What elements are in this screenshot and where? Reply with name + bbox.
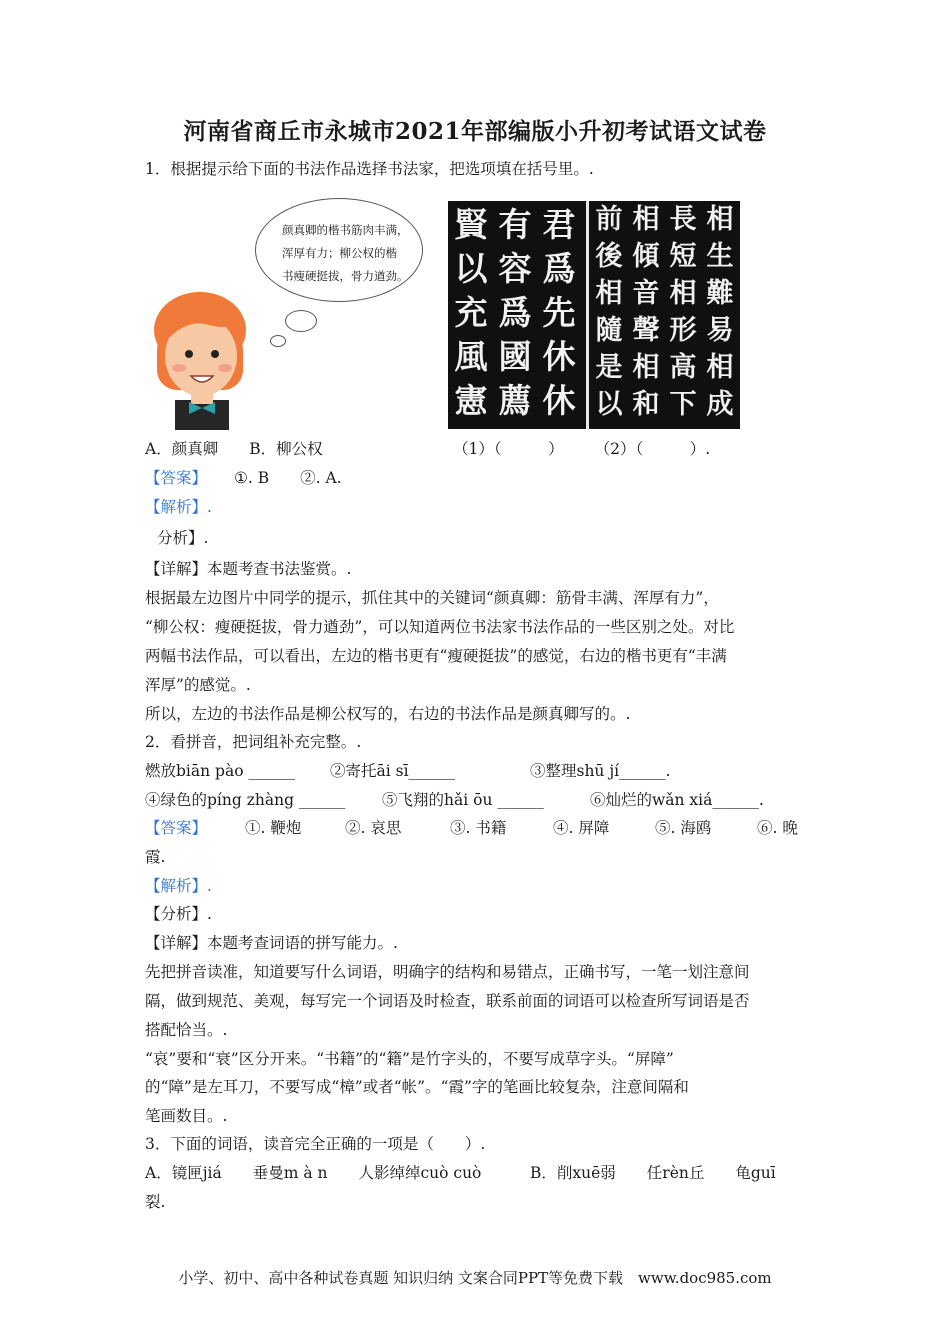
bubble-dot-large xyxy=(285,310,317,332)
calligraphy-char: 相 xyxy=(632,204,660,235)
calligraphy-char: 風 xyxy=(454,337,488,376)
calligraphy-char: 難 xyxy=(706,278,734,309)
calligraphy-char: 長 xyxy=(669,204,697,235)
q1-stem: 1．根据提示给下面的书法作品选择书法家，把选项填在括号里。. xyxy=(145,160,594,178)
calligraphy-char: 以 xyxy=(454,249,488,288)
footer: 小学、初中、高中各种试卷真题 知识归纳 文案合同PPT等免费下载 www.doc985.com xyxy=(178,1269,772,1287)
q2-detail-line-7: 笔画数目。. xyxy=(145,1107,228,1125)
calligraphy-char: 相 xyxy=(632,352,660,383)
q3-option-a: A．镜匣jiá 垂曼m à n 人影绰绰cuò cuò xyxy=(145,1164,482,1182)
q2-answer-1: ①. 鞭炮 xyxy=(245,819,302,837)
q2-detail-line-5: “哀”要和“衰”区分开来。“书籍”的“籍”是竹字头的，不要写成草字头。“屏障” xyxy=(145,1050,674,1068)
q2-answer-6: ⑥. 晚 xyxy=(757,819,798,837)
calligraphy-char: 傾 xyxy=(632,241,660,272)
calligraphy-char: 聲 xyxy=(632,315,660,346)
q2-answer-3: ③. 书籍 xyxy=(450,819,507,837)
calligraphy-char: 君 xyxy=(542,205,576,244)
calligraphy-char: 相 xyxy=(706,204,734,235)
calligraphy-char: 以 xyxy=(595,389,623,420)
q2-row1-item1: 燃放biān pào ______ xyxy=(145,762,295,780)
q2-answer-row xyxy=(145,817,798,839)
calligraphy-char: 隨 xyxy=(595,315,623,346)
calligraphy-char: 休 xyxy=(542,337,576,376)
calligraphy-char: 相 xyxy=(669,278,697,309)
q3-wrap: 裂. xyxy=(145,1193,166,1211)
calligraphy-char: 爲 xyxy=(542,249,576,288)
q1-detail-line-1 xyxy=(145,558,351,580)
calligraphy-char: 短 xyxy=(669,241,697,272)
q2-fenxi: 【分析】. xyxy=(145,905,212,923)
q2-row2-item2: ⑤飞翔的hǎi ōu ______ xyxy=(382,791,544,809)
q2-detail-line-6: 的“障”是左耳刀，不要写成“樟”或者“帐”。“霞”字的笔画比较复杂，注意间隔和 xyxy=(145,1078,689,1096)
q2-answer-2: ②. 哀思 xyxy=(345,819,402,837)
calligraphy-char: 充 xyxy=(454,293,488,332)
calligraphy-char: 形 xyxy=(669,315,697,346)
q1-detail-line-3: “柳公权：瘦硬挺拔，骨力遒劲”，可以知道两位书法家书法作品的一些区别之处。对比 xyxy=(145,618,735,636)
q2-analysis-tag: 【解析】. xyxy=(145,877,212,895)
q2-row1-item2: ②寄托āi sī______ xyxy=(330,762,456,780)
q2-detail-line-1 xyxy=(145,932,398,954)
calligraphy-char: 生 xyxy=(706,241,734,272)
calligraphy-char: 先 xyxy=(542,293,576,332)
calligraphy-char: 高 xyxy=(669,352,697,383)
calligraphy-char: 憲 xyxy=(454,381,488,420)
answer-tag: 【答案】 xyxy=(145,469,208,487)
calligraphy-char: 容 xyxy=(498,249,532,288)
bubble-line-1: 颜真卿的楷书筋肉丰满， xyxy=(282,223,409,237)
calligraphy-char: 爲 xyxy=(498,293,532,332)
calligraphy-char: 後 xyxy=(595,241,623,272)
q2-row2-item1: ④绿色的píng zhàng ______ xyxy=(145,791,346,809)
detail-tag: 【详解】 xyxy=(145,560,208,578)
q2-stem: 2．看拼音，把词组补充完整。. xyxy=(145,733,362,751)
calligraphy-char: 成 xyxy=(706,389,734,420)
q1-blanks: （1）（ ） （2）（ ）. xyxy=(453,440,711,458)
q1-detail-line-6: 所以，左边的书法作品是柳公权写的，右边的书法作品是颜真卿写的。. xyxy=(145,705,631,723)
calligraphy-char: 薦 xyxy=(498,381,532,420)
page-title: 河南省商丘市永城市2021年部编版小升初考试语文试卷 xyxy=(183,118,767,145)
q2-detail-line-2: 先把拼音读准，知道要写什么词语，明确字的结构和易错点，正确书写，一笔一划注意间 xyxy=(145,963,750,981)
calligraphy-char: 音 xyxy=(632,278,660,309)
calligraphy-char: 有 xyxy=(498,205,532,244)
calligraphy-divider xyxy=(586,201,589,429)
calligraphy-image xyxy=(448,201,740,429)
calligraphy-char: 相 xyxy=(595,278,623,309)
q1-analysis-tag: 【解析】. xyxy=(145,498,212,516)
calligraphy-char: 國 xyxy=(498,337,532,376)
q2-detail-text-1: 本题考查词语的拼写能力。. xyxy=(207,934,398,952)
q1-detail-text-1: 本题考查书法鉴赏。. xyxy=(207,560,352,578)
q1-fenxi: 分析】. xyxy=(157,529,209,547)
q2-row2-item3: ⑥灿烂的wǎn xiá______. xyxy=(590,791,764,809)
calligraphy-char: 賢 xyxy=(454,205,488,244)
calligraphy-char: 前 xyxy=(595,204,623,235)
q1-detail-line-4: 两幅书法作品，可以看出，左边的楷书更有“瘦硬挺拔”的感觉，右边的楷书更有“丰满 xyxy=(145,647,727,665)
calligraphy-char: 下 xyxy=(669,389,697,420)
q1-detail-line-5: 浑厚”的感觉。. xyxy=(145,676,251,694)
calligraphy-char: 易 xyxy=(706,315,734,346)
q2-answer-5: ⑤. 海鸥 xyxy=(655,819,712,837)
q2-detail-line-3: 隔，做到规范、美观，每写完一个词语及时检查，联系前面的词语可以检查所写词语是否 xyxy=(145,992,750,1010)
calligraphy-char: 和 xyxy=(632,389,660,420)
calligraphy-char: 休 xyxy=(542,381,576,420)
q1-answer-row xyxy=(145,467,342,489)
detail-tag: 【详解】 xyxy=(145,934,208,952)
q3-stem: 3．下面的词语，读音完全正确的一项是（ ）. xyxy=(145,1135,486,1153)
q2-row1-item3: ③整理shū jí______. xyxy=(530,762,671,780)
bubble-line-3: 书瘦硬挺拔，骨力遒劲。 xyxy=(282,269,409,283)
q1-answer: ①. B ②. A. xyxy=(233,469,342,487)
thought-bubble xyxy=(255,198,423,302)
calligraphy-char: 相 xyxy=(706,352,734,383)
q2-answer-4: ④. 屏障 xyxy=(553,819,610,837)
calligraphy-char: 是 xyxy=(595,352,623,383)
q2-answer-wrap: 霞. xyxy=(145,848,166,866)
q1-detail-line-2: 根据最左边图片中同学的提示，抓住其中的关键词“颜真卿：筋骨丰满、浑厚有力”， xyxy=(145,589,719,607)
bubble-line-2: 浑厚有力；柳公权的楷 xyxy=(282,246,397,260)
bubble-dot-small xyxy=(270,335,286,347)
q1-figure xyxy=(145,190,795,440)
q1-options: A．颜真卿 B．柳公权 xyxy=(145,440,323,458)
girl-illustration xyxy=(145,290,255,430)
answer-tag: 【答案】 xyxy=(145,819,208,837)
q3-option-b: B．削xuē弱 任rèn丘 龟guī xyxy=(530,1164,776,1182)
q2-detail-line-4: 搭配恰当。. xyxy=(145,1021,228,1039)
